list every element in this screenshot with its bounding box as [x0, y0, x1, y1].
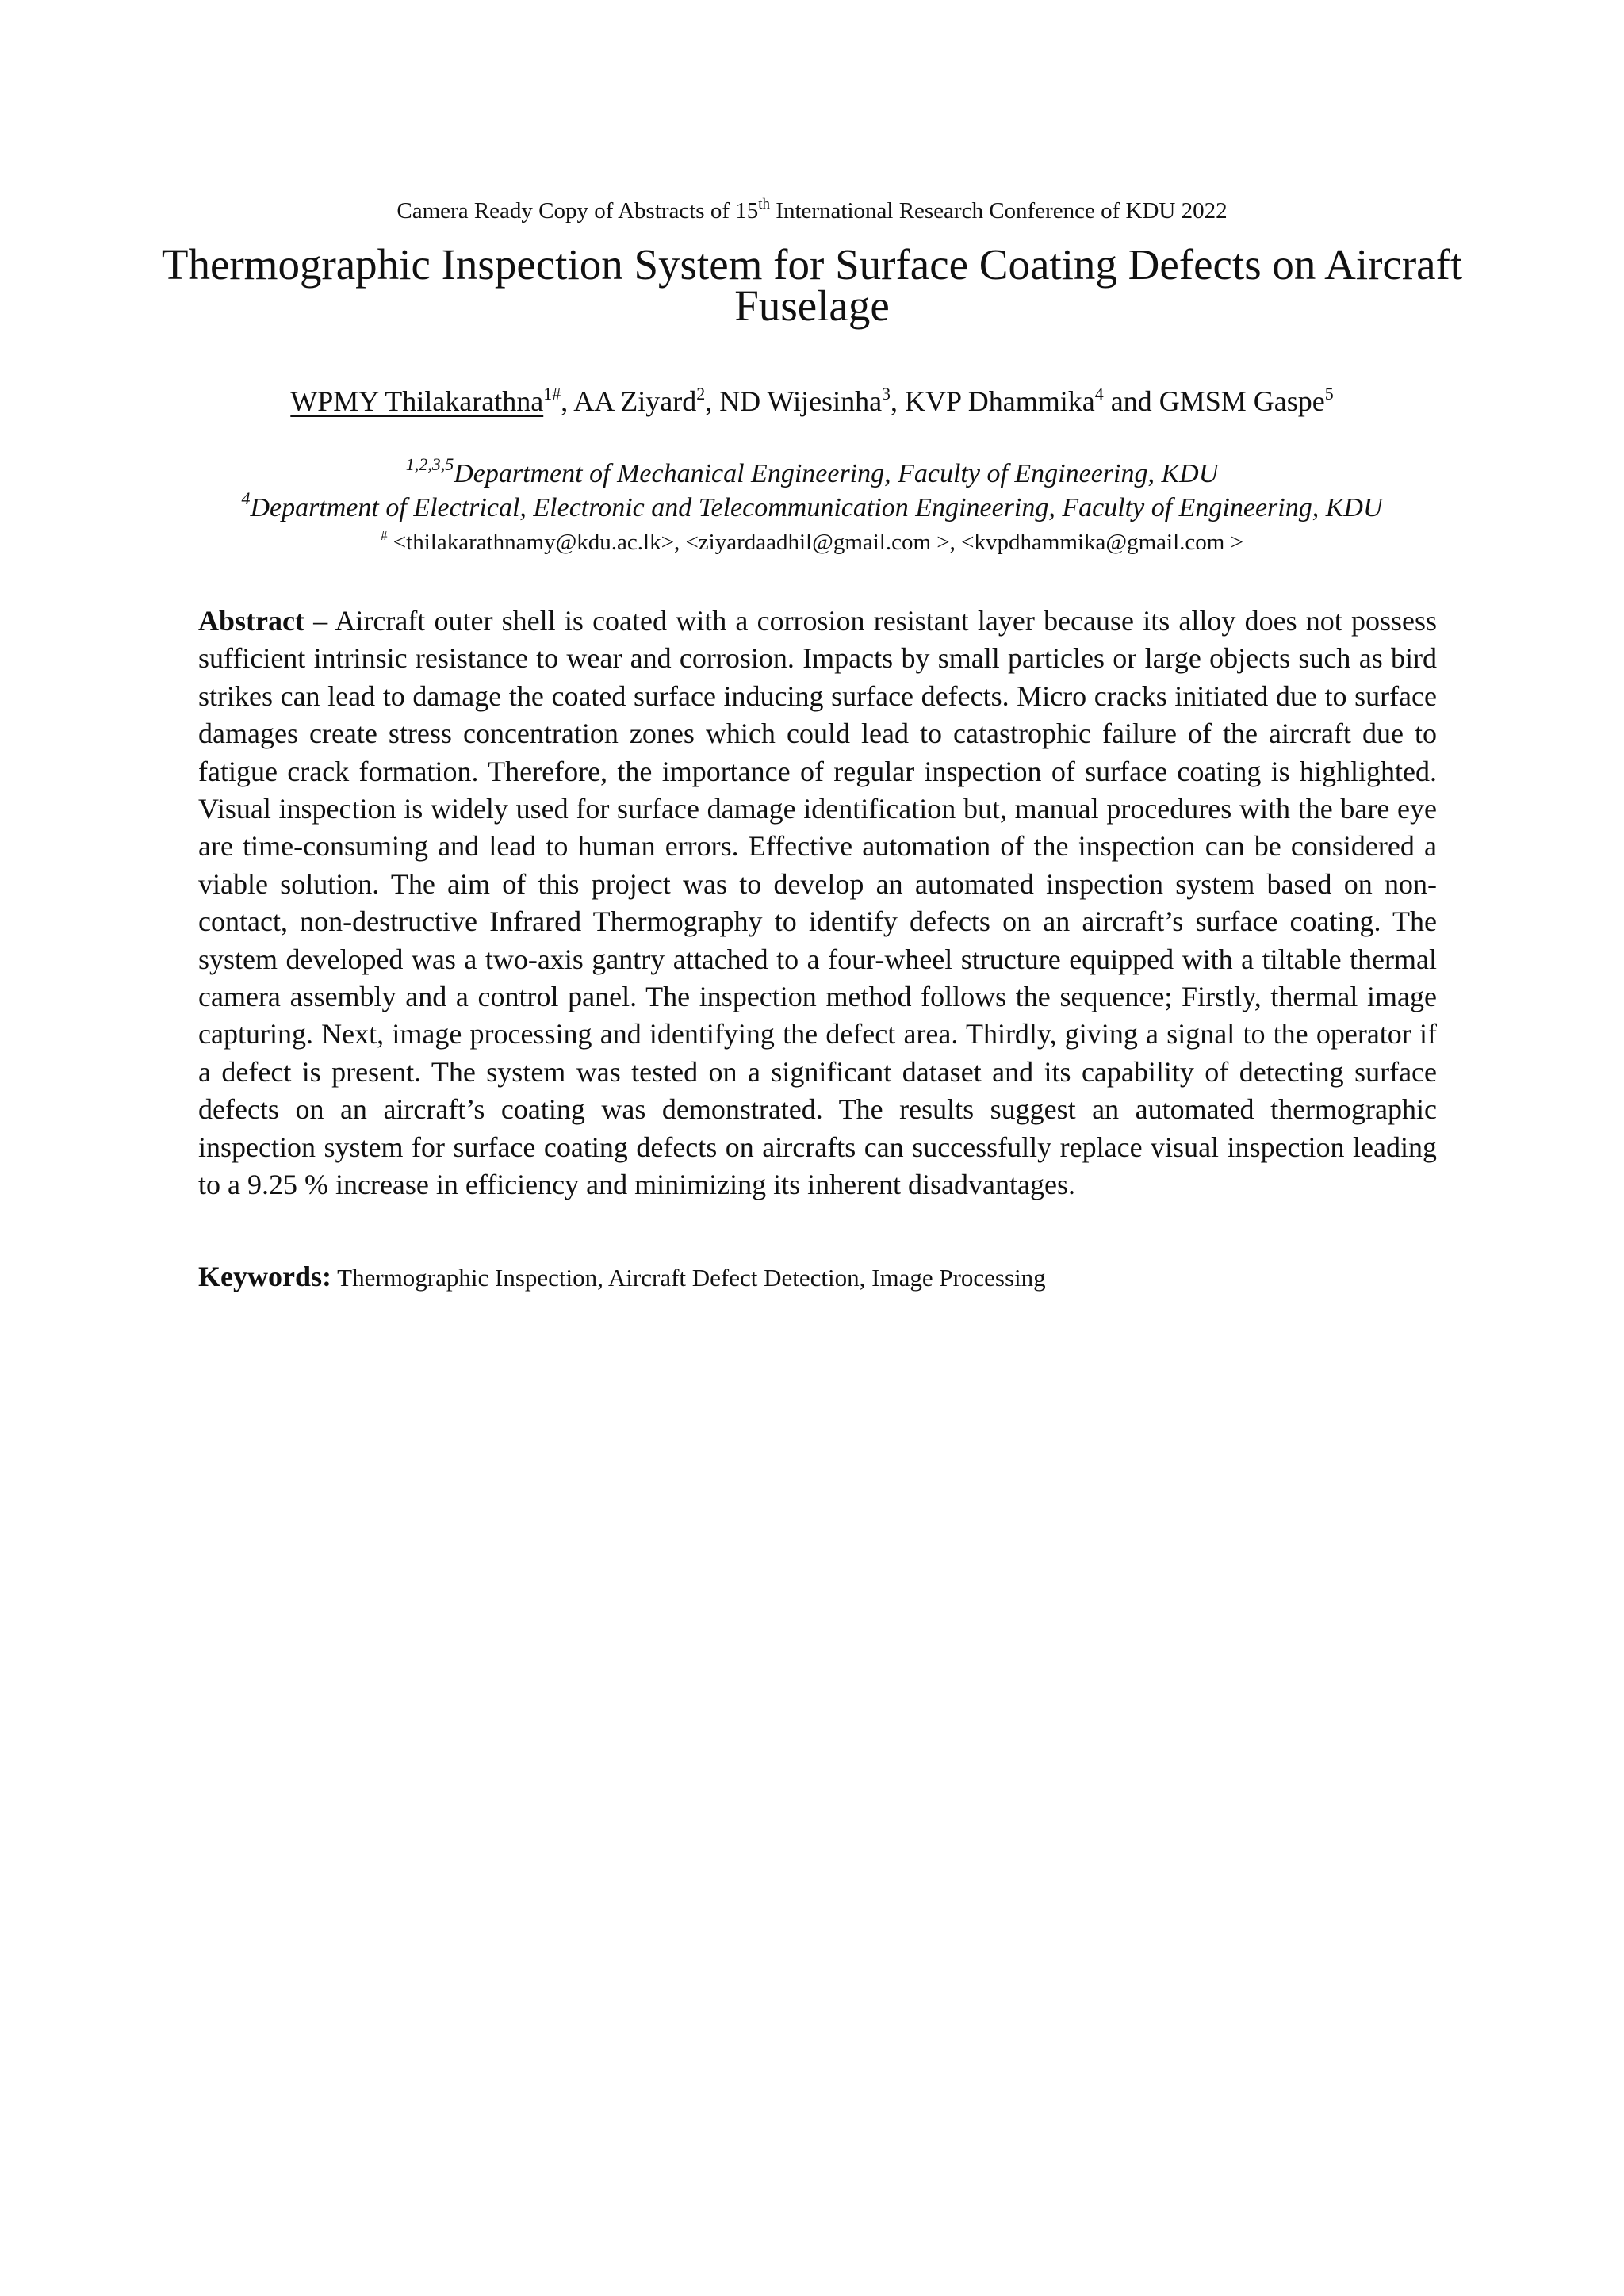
- affiliation: [0, 488, 1624, 524]
- email-list: <thilakarathnamy@kdu.ac.lk>, <ziyardaadhil@gmail.com >, <kvpdhammika@gmail.com >: [393, 530, 1243, 555]
- author-affiliation-mark: 3: [882, 384, 891, 404]
- running-header-text: Camera Ready Copy of Abstracts of 15: [396, 198, 759, 224]
- affiliation-text: Department of Electrical, Electronic and Telecommunication Engineering, Faculty of Engineering, KDU: [250, 493, 1383, 522]
- author-name: ND Wijesinha: [719, 385, 883, 417]
- author-name: WPMY Thilakarathna: [290, 385, 544, 417]
- author-affiliation-mark: 5: [1324, 384, 1334, 404]
- contact-emails: [0, 528, 1624, 557]
- abstract: [198, 603, 1437, 1204]
- abstract-text: – Aircraft outer shell is coated with a corrosion resistant layer because its alloy does not possess sufficient intrinsic resistance to wear and corrosion. Impacts by small particles or large objects such as bird strikes can lead to damage the coated surface inducing surface defects. Micro cracks initiated due to surface damages create stress concentration zones which could lead to catastrophic failure of the aircraft due to fatigue crack formation. Therefore, the importance of regular inspection of surface coating is highlighted. Visual inspection is widely used for surface damage identification but, manual procedures with the bare eye are time-consuming and lead to human errors. Effective automation of the inspection can be considered a viable solution. The aim of this project was to develop an automated inspection system based on non-contact, non-destructive Infrared Thermography to identify defects on an aircraft’s surface coating. The system developed was a two-axis gantry attached to a four-wheel structure equipped with a tiltable thermal camera assembly and a control panel. The inspection method follows the sequence; Firstly, thermal image capturing. Next, image processing and identifying the defect area. Thirdly, giving a signal to the operator if a defect is present. The system was tested on a significant dataset and its capability of detecting surface defects on an aircraft’s coating was demonstrated. The results suggest an automated thermographic inspection system for surface coating defects on aircrafts can successfully replace visual inspection leading to a 9.25 % increase in efficiency and minimizing its inherent disadvantages.: [198, 605, 1437, 1201]
- author-separator: ,: [891, 385, 906, 417]
- paper-title: Thermographic Inspection System for Surface Coating Defects on Aircraft Fuselage: [161, 240, 1463, 330]
- affiliation: [0, 454, 1624, 490]
- corresponding-mark: #: [381, 528, 388, 543]
- affiliation-mark: 4: [241, 488, 251, 508]
- keywords-text: Thermographic Inspection, Aircraft Defect Detection, Image Processing: [331, 1264, 1046, 1292]
- author-name: GMSM Gaspe: [1159, 385, 1325, 417]
- author-affiliation-mark: 2: [696, 384, 706, 404]
- author-name: KVP Dhammika: [905, 385, 1095, 417]
- author-name: AA Ziyard: [573, 385, 697, 417]
- author-separator: ,: [705, 385, 720, 417]
- author-list: [0, 384, 1624, 419]
- author-separator: ,: [561, 385, 574, 417]
- author-affiliation-mark: 4: [1094, 384, 1104, 404]
- abstract-label: Abstract: [198, 605, 304, 637]
- author-separator: and: [1103, 385, 1159, 417]
- running-header-ordinal: th: [758, 196, 771, 212]
- running-header-text-rest: International Research Conference of KDU 2022: [770, 198, 1228, 224]
- running-header: [0, 197, 1624, 225]
- keywords-label: Keywords:: [198, 1261, 331, 1292]
- affiliation-mark: 1,2,3,5: [405, 454, 454, 474]
- author-affiliation-mark: 1#: [543, 384, 561, 404]
- keywords: [198, 1259, 1437, 1295]
- affiliation-text: Department of Mechanical Engineering, Faculty of Engineering, KDU: [454, 459, 1219, 488]
